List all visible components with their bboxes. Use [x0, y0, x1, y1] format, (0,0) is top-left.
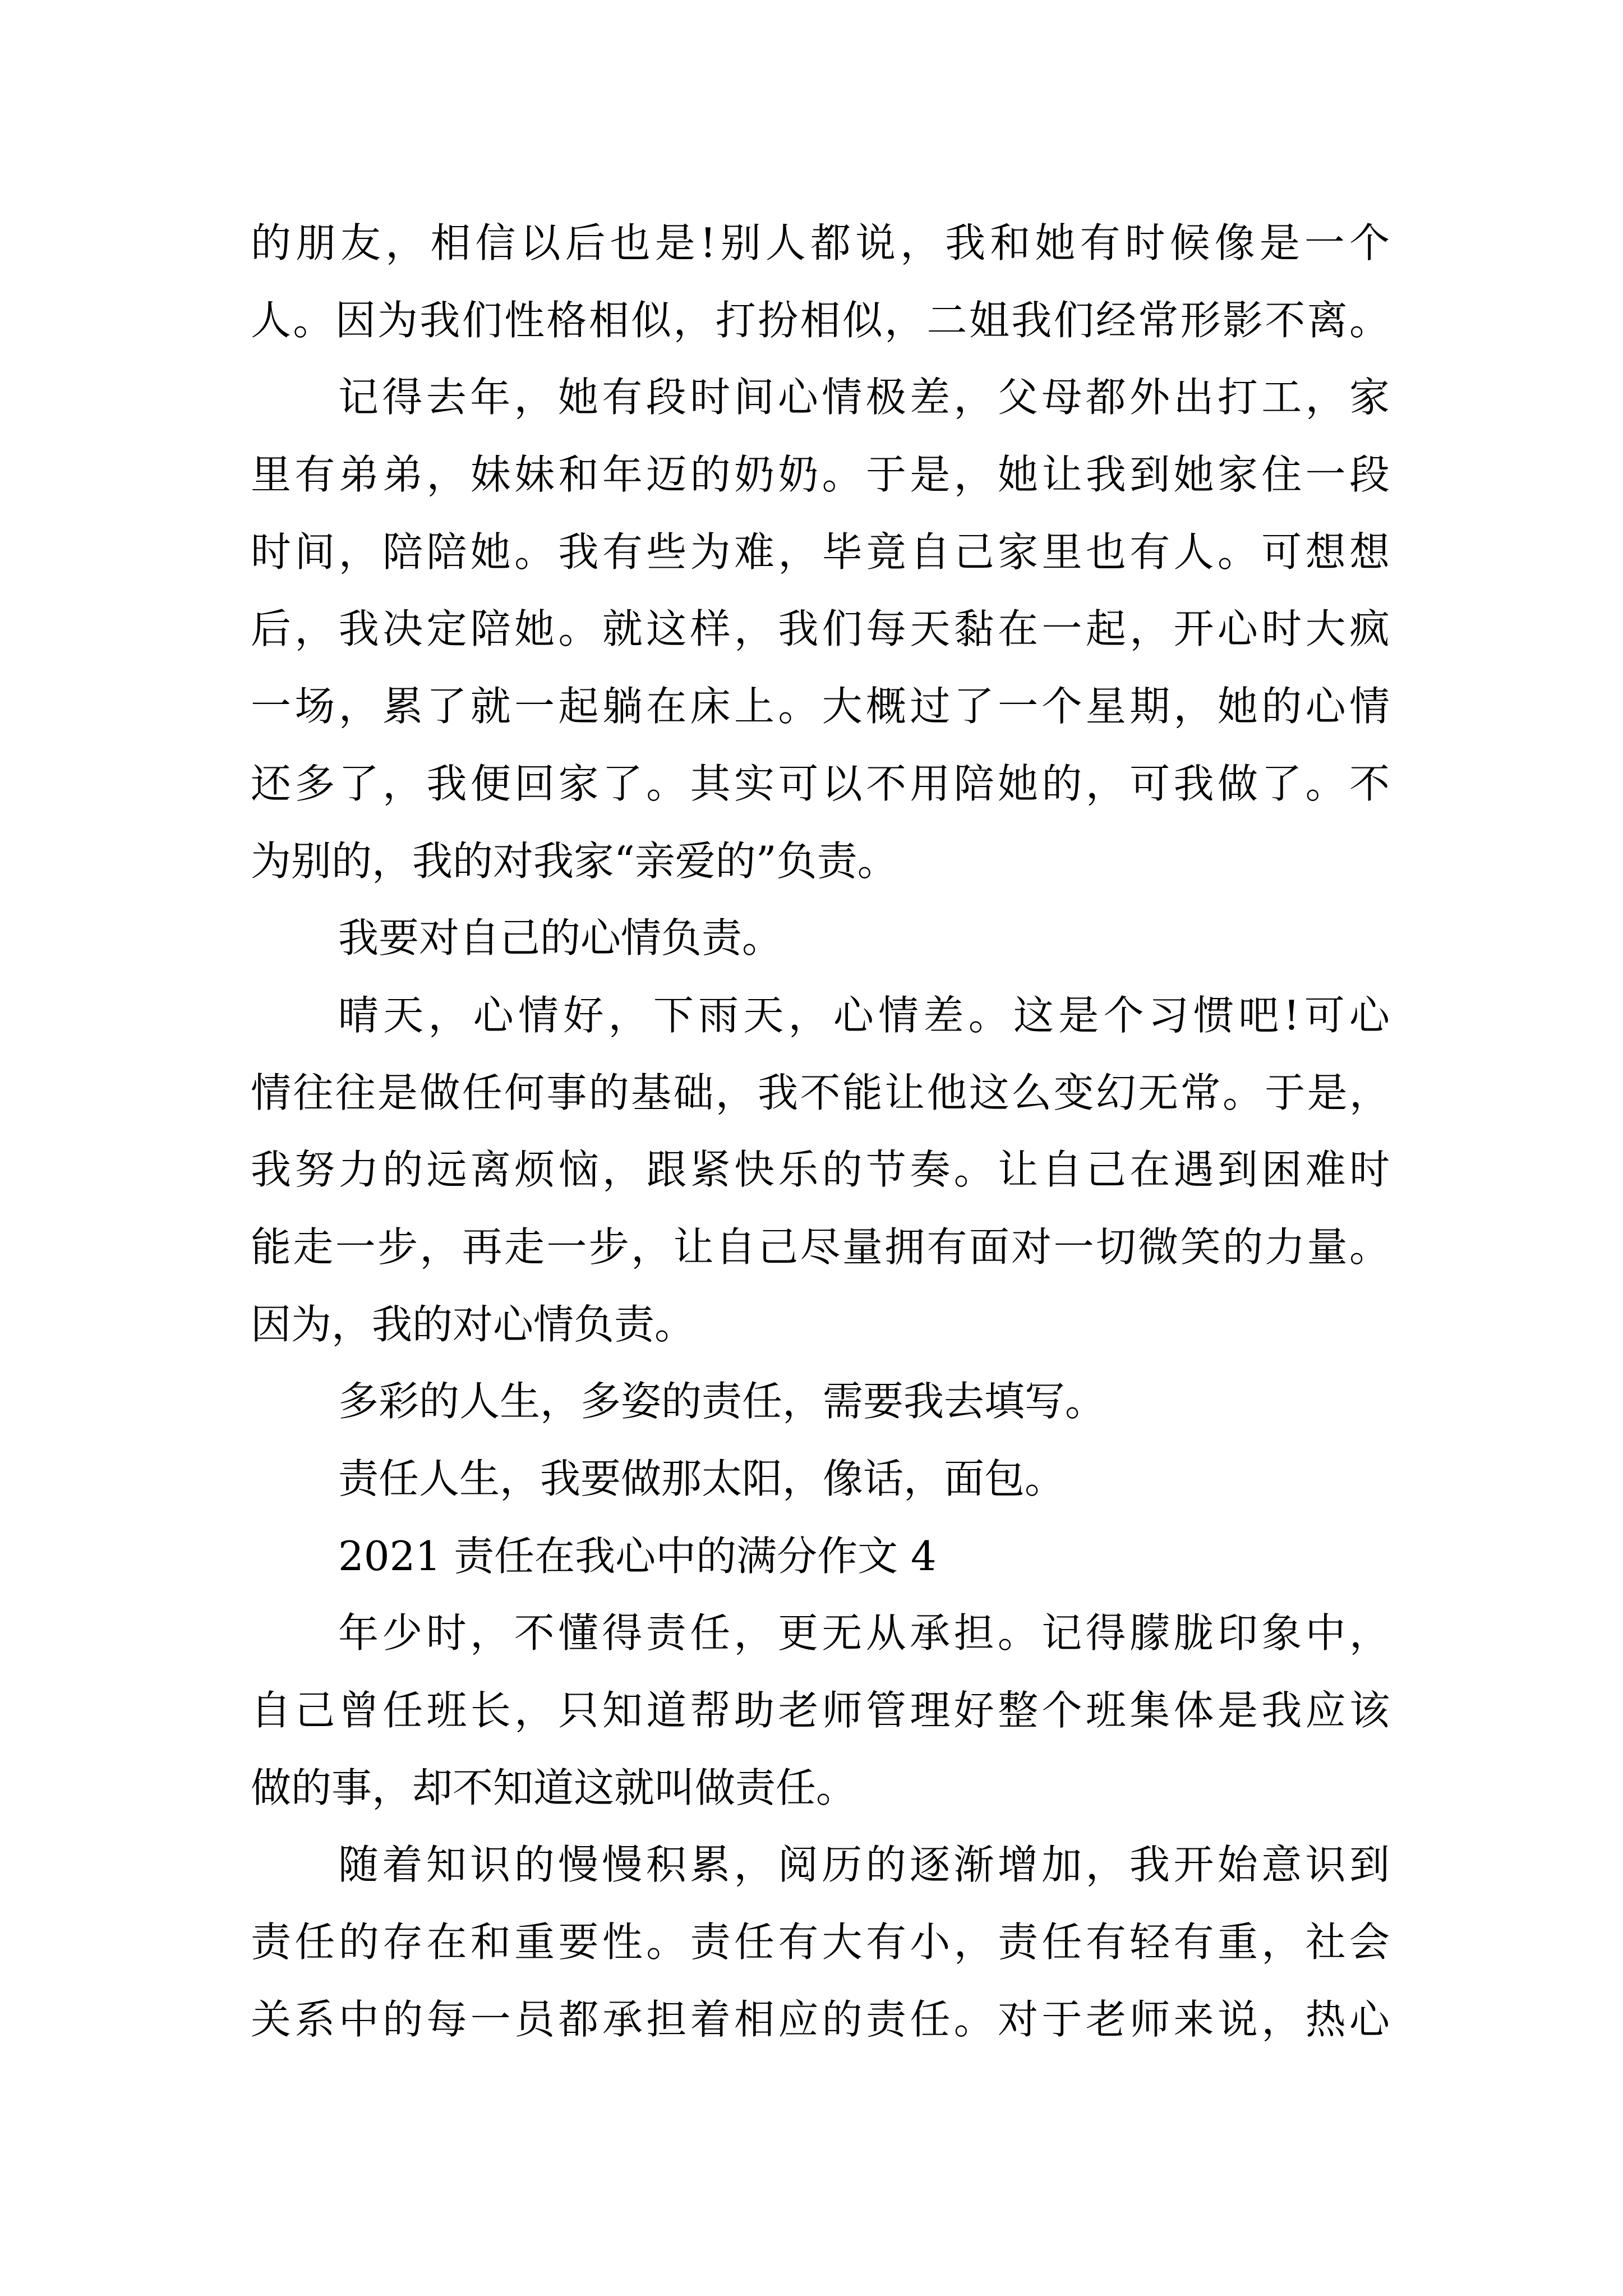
- paragraph-line: 多彩的人生，多姿的责任，需要我去填写。: [338, 1378, 1106, 1425]
- paragraph-line: 记得去年，她有段时间心情极差，父母都外出打工，家: [338, 374, 1390, 421]
- paragraph: [251, 977, 1390, 1363]
- paragraph-line: 自己曾任班长，只知道帮助老师管理好整个班集体是我应该: [251, 1687, 1390, 1734]
- paragraph: [251, 1363, 1390, 1441]
- paragraph-line: 做的事，却不知道这就叫做责任。: [251, 1764, 857, 1811]
- document-body: [251, 205, 1390, 2059]
- paragraph: [251, 205, 1390, 359]
- paragraph: [251, 1826, 1390, 2058]
- paragraph-line: 我努力的远离烦恼，跟紧快乐的节奏。让自己在遇到困难时: [251, 1146, 1390, 1194]
- paragraph-line: 我要对自己的心情负责。: [338, 914, 783, 962]
- section-heading: 2021 责任在我心中的满分作文 4: [338, 1532, 937, 1580]
- paragraph-line: 随着知识的慢慢积累，阅历的逐渐增加，我开始意识到: [338, 1841, 1390, 1889]
- paragraph: [251, 1441, 1390, 1518]
- paragraph-line: 后，我决定陪她。就这样，我们每天黏在一起，开心时大疯: [251, 605, 1390, 653]
- paragraph-line: 年少时，不懂得责任，更无从承担。记得朦胧印象中，: [338, 1609, 1390, 1657]
- paragraph-line: 情往往是做任何事的基础，我不能让他这么变幻无常。于是，: [251, 1069, 1390, 1116]
- paragraph-line: 里有弟弟，妹妹和年迈的奶奶。于是，她让我到她家住一段: [251, 451, 1390, 499]
- paragraph-line: 晴天，心情好，下雨天，心情差。这是个习惯吧!可心: [338, 991, 1390, 1039]
- paragraph-line: 时间，陪陪她。我有些为难，毕竟自己家里也有人。可想想: [251, 528, 1390, 576]
- paragraph-line: 因为，我的对心情负责。: [251, 1300, 695, 1348]
- paragraph: [251, 359, 1390, 900]
- paragraph-line: 的朋友，相信以后也是!别人都说，我和她有时候像是一个: [251, 219, 1390, 266]
- paragraph: [251, 900, 1390, 977]
- paragraph-line: 关系中的每一员都承担着相应的责任。对于老师来说，热心: [251, 1995, 1390, 2043]
- paragraph-line: 还多了，我便回家了。其实可以不用陪她的，可我做了。不: [251, 760, 1390, 807]
- paragraph-line: 责任人生，我要做那太阳，像话，面包。: [338, 1455, 1066, 1502]
- paragraph-line: 人。因为我们性格相似，打扮相似，二姐我们经常形影不离。: [251, 296, 1390, 344]
- paragraph-line: 一场，累了就一起躺在床上。大概过了一个星期，她的心情: [251, 683, 1390, 730]
- paragraph-line: 能走一步，再走一步，让自己尽量拥有面对一切微笑的力量。: [251, 1223, 1390, 1271]
- paragraph-line: 责任的存在和重要性。责任有大有小，责任有轻有重，社会: [251, 1918, 1390, 1966]
- paragraph-line: 为别的，我的对我家“亲爱的”负责。: [251, 837, 898, 885]
- paragraph: [251, 1595, 1390, 1826]
